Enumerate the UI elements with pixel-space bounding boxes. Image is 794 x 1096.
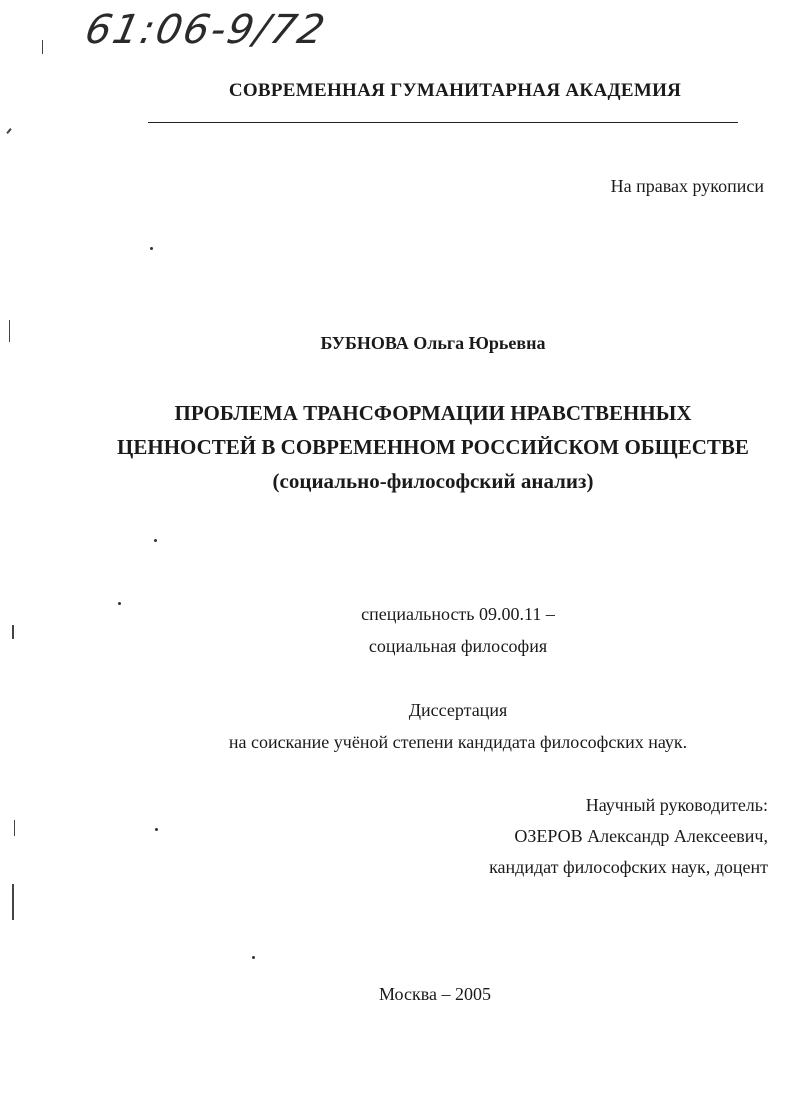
scan-speck	[252, 956, 255, 959]
dissertation-label: Диссертация	[408, 700, 508, 720]
supervisor-block	[489, 790, 768, 883]
scan-speck	[155, 828, 158, 831]
title-line: ПРОБЛЕМА ТРАНСФОРМАЦИИ НРАВСТВЕННЫХ	[174, 401, 692, 425]
author-name: БУБНОВА Ольга Юрьевна	[320, 333, 546, 353]
scan-speck	[118, 602, 121, 605]
scan-mark	[9, 320, 10, 342]
manuscript-note: На правах рукописи	[610, 176, 764, 196]
handwritten-code: 61:06-9/72	[81, 7, 331, 53]
scan-mark	[12, 625, 14, 639]
city-year: Москва – 2005	[379, 984, 491, 1004]
dissertation-title	[0, 396, 794, 498]
academy-name: СОВРЕМЕННАЯ ГУМАНИТАРНАЯ АКАДЕМИЯ	[228, 80, 682, 101]
supervisor-degree: кандидат философских наук, доцент	[489, 857, 768, 877]
scan-speck	[150, 247, 153, 250]
scan-mark	[6, 128, 11, 134]
specialty-code: специальность 09.00.11 –	[361, 604, 555, 624]
specialty-name: социальная философия	[368, 636, 548, 656]
header-rule	[148, 122, 738, 123]
scan-mark	[14, 820, 15, 836]
title-subtitle: (социально-философский анализ)	[272, 469, 594, 493]
scan-mark	[12, 884, 14, 920]
dissertation-degree: на соискание учёной степени кандидата философских наук.	[228, 732, 688, 752]
title-line: ЦЕННОСТЕЙ В СОВРЕМЕННОМ РОССИЙСКОМ ОБЩЕСТВЕ	[117, 435, 749, 459]
scan-speck	[154, 539, 157, 542]
specialty-block	[0, 598, 794, 662]
supervisor-label: Научный руководитель:	[585, 795, 768, 815]
supervisor-name: ОЗЕРОВ Александр Алексеевич,	[514, 826, 768, 846]
dissertation-block	[0, 694, 794, 758]
scan-mark	[42, 40, 43, 54]
